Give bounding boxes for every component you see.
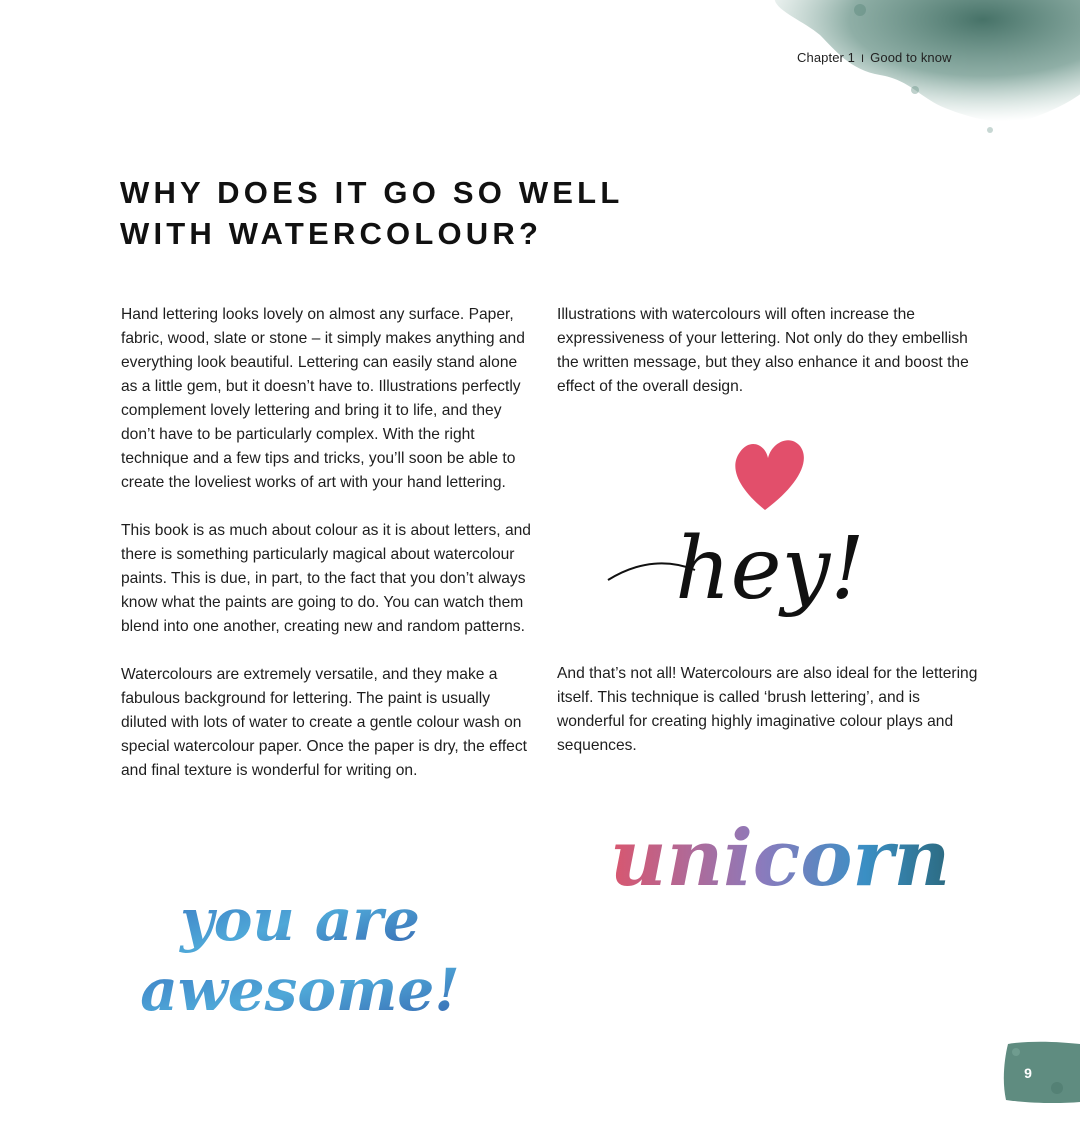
left-paragraph-3: Watercolours are extremely versatile, and they make a fabulous background for lettering. The paint is usually diluted with lots of water to create a gentle colour wash on special watercolour paper. Once the paper is dry, the effect and final texture is wonderful for writing on. (121, 666, 527, 779)
awesome-lettering-artwork (130, 880, 490, 1030)
left-paragraph-1: Hand lettering looks lovely on almost any surface. Paper, fabric, wood, slate or stone – it simply makes anything and everything look beautiful. Lettering can easily stand alone as a little gem, but it doesn’t have to. Illustrations perfectly complement lovely lettering and bring it to life, and they don’t have to be particularly complex. With the right technique and a few tips and tricks, you’ll soon be able to create the loveliest works of art with your hand lettering. (121, 306, 525, 491)
page-number-tab (1002, 1040, 1080, 1104)
header-separator: I (861, 53, 865, 65)
right-column-top (557, 303, 987, 423)
left-column (121, 303, 533, 807)
section-label: Good to know (870, 50, 952, 65)
left-paragraph-2: This book is as much about colour as it is about letters, and there is something particularly magical about watercolour paints. This is due, in part, to the fact that you don’t always know what the paints are going to do. You can watch them blend into one another, creating new and random patterns. (121, 522, 531, 635)
heart-icon (735, 440, 804, 510)
watercolour-wash-top (740, 0, 1080, 150)
hey-lettering-artwork (600, 420, 930, 650)
title-line-1: WHY DOES IT GO SO WELL (120, 175, 624, 210)
hey-text: hey! (675, 519, 865, 619)
page-title (120, 172, 720, 254)
chapter-label: Chapter 1 (797, 50, 855, 65)
page-number: 9 (1024, 1065, 1032, 1081)
right-paragraph-1: Illustrations with watercolours will often increase the expressiveness of your lettering. Not only do they embellish the written message, but they also enhance it and boost the effect of the overall design. (557, 306, 969, 395)
unicorn-lettering-artwork (590, 800, 970, 920)
awesome-line-1: you are (180, 886, 420, 954)
right-paragraph-2: And that’s not all! Watercolours are also ideal for the lettering itself. This technique is called ‘brush lettering’, and is wonderful for creating highly imaginative colour plays and sequences. (557, 665, 978, 754)
unicorn-text: unicorn (609, 813, 951, 904)
awesome-line-2: awesome! (140, 956, 460, 1024)
title-line-2: WITH WATERCOLOUR? (120, 216, 543, 251)
right-column-bottom (557, 662, 987, 782)
running-header (797, 50, 952, 65)
